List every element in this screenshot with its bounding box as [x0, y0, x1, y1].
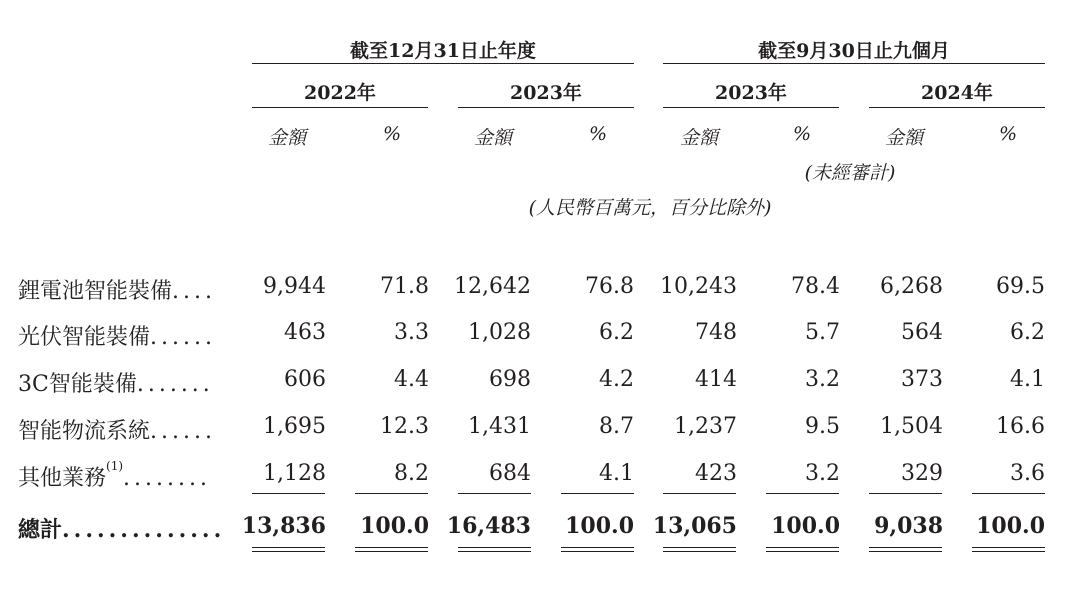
- amount-cell: 13,836: [241, 513, 326, 539]
- percent-cell: 3.3: [394, 320, 429, 345]
- amount-cell: 373: [901, 367, 943, 392]
- amount-cell: 329: [901, 461, 943, 486]
- percent-cell: 4.1: [599, 461, 634, 486]
- percent-cell: 8.2: [394, 461, 429, 486]
- percent-cell: 4.1: [1010, 367, 1045, 392]
- percent-cell: 100.0: [360, 513, 429, 539]
- total-double-rule: [458, 551, 531, 552]
- amount-column-header: 金額: [267, 127, 306, 149]
- year-rule: [458, 107, 634, 108]
- amount-cell: 1,028: [468, 320, 531, 345]
- subtotal-rule: [663, 493, 736, 494]
- amount-cell: 10,243: [660, 274, 737, 299]
- subtotal-rule: [766, 493, 839, 494]
- percent-cell: 9.5: [805, 414, 840, 439]
- total-double-rule: [458, 547, 531, 548]
- year-header: 2023年: [715, 82, 787, 104]
- percent-cell: 69.5: [996, 274, 1045, 299]
- year-rule: [869, 107, 1045, 108]
- percent-cell: 78.4: [791, 274, 840, 299]
- row-label: 其他業務$^{(1)}$........: [18, 459, 211, 491]
- unaudited-note: (未經審計): [804, 162, 896, 184]
- total-double-rule: [766, 551, 839, 552]
- amount-column-header: 金額: [473, 127, 512, 149]
- percent-column-header: %: [382, 123, 402, 145]
- subtotal-rule: [972, 493, 1045, 494]
- percent-cell: 100.0: [771, 513, 840, 539]
- row-label: 智能物流系統......: [18, 419, 216, 444]
- subtotal-rule: [869, 493, 942, 494]
- year-header: 2022年: [304, 82, 376, 104]
- subtotal-rule: [252, 493, 325, 494]
- amount-cell: 6,268: [880, 274, 943, 299]
- percent-cell: 12.3: [380, 414, 429, 439]
- amount-column-header: 金額: [679, 127, 718, 149]
- amount-cell: 13,065: [652, 513, 737, 539]
- amount-cell: 1,128: [263, 461, 326, 486]
- percent-cell: 5.7: [805, 320, 840, 345]
- row-label: 3C智能裝備.......: [18, 372, 214, 397]
- subtotal-rule: [355, 493, 428, 494]
- year-header: 2024年: [921, 82, 993, 104]
- percent-cell: 6.2: [599, 320, 634, 345]
- amount-cell: 12,642: [454, 274, 531, 299]
- total-double-rule: [663, 547, 736, 548]
- amount-column-header: 金額: [884, 127, 923, 149]
- percent-cell: 4.4: [394, 367, 429, 392]
- percent-column-header: %: [588, 123, 608, 145]
- percent-cell: 71.8: [380, 274, 429, 299]
- total-double-rule: [252, 551, 325, 552]
- subtotal-rule: [458, 493, 531, 494]
- percent-cell: 6.2: [1010, 320, 1045, 345]
- year-rule: [663, 107, 839, 108]
- amount-cell: 9,944: [263, 274, 326, 299]
- percent-cell: 4.2: [599, 367, 634, 392]
- amount-cell: 414: [695, 367, 737, 392]
- year-header: 2023年: [510, 82, 582, 104]
- percent-cell: 8.7: [599, 414, 634, 439]
- amount-cell: 9,038: [874, 513, 943, 539]
- group-rule-year: [252, 63, 634, 64]
- total-double-rule: [869, 551, 942, 552]
- subtotal-rule: [561, 493, 634, 494]
- total-double-rule: [252, 547, 325, 548]
- amount-cell: 1,237: [674, 414, 737, 439]
- amount-cell: 564: [901, 320, 943, 345]
- row-label: 鋰電池智能裝備....: [18, 279, 216, 304]
- total-double-rule: [355, 551, 428, 552]
- percent-cell: 3.2: [805, 461, 840, 486]
- total-double-rule: [869, 547, 942, 548]
- year-rule: [252, 107, 428, 108]
- total-double-rule: [972, 551, 1045, 552]
- percent-cell: 16.6: [996, 414, 1045, 439]
- percent-cell: 3.6: [1010, 461, 1045, 486]
- percent-column-header: %: [792, 123, 812, 145]
- row-label: 光伏智能裝備......: [18, 325, 216, 350]
- total-double-rule: [972, 547, 1045, 548]
- amount-cell: 1,504: [880, 414, 943, 439]
- percent-cell: 100.0: [976, 513, 1045, 539]
- footnote-marker: (1): [106, 459, 124, 473]
- total-double-rule: [561, 551, 634, 552]
- total-double-rule: [663, 551, 736, 552]
- percent-cell: 76.8: [585, 274, 634, 299]
- percent-cell: 3.2: [805, 367, 840, 392]
- amount-cell: 606: [284, 367, 326, 392]
- amount-cell: 1,695: [263, 414, 326, 439]
- percent-column-header: %: [998, 123, 1018, 145]
- group-header-nine-months: 截至9月30日止九個月: [758, 40, 950, 62]
- percent-cell: 100.0: [565, 513, 634, 539]
- total-double-rule: [561, 547, 634, 548]
- total-double-rule: [766, 547, 839, 548]
- amount-cell: 423: [695, 461, 737, 486]
- amount-cell: 1,431: [468, 414, 531, 439]
- group-rule-nine-months: [663, 63, 1045, 64]
- total-double-rule: [355, 547, 428, 548]
- total-label: 總計..............: [18, 517, 226, 543]
- amount-cell: 748: [695, 320, 737, 345]
- amount-cell: 16,483: [446, 513, 531, 539]
- unit-note: (人民幣百萬元，百分比除外): [528, 197, 772, 219]
- amount-cell: 684: [489, 461, 531, 486]
- amount-cell: 463: [284, 320, 326, 345]
- amount-cell: 698: [489, 367, 531, 392]
- group-header-year: 截至12月31日止年度: [350, 40, 536, 62]
